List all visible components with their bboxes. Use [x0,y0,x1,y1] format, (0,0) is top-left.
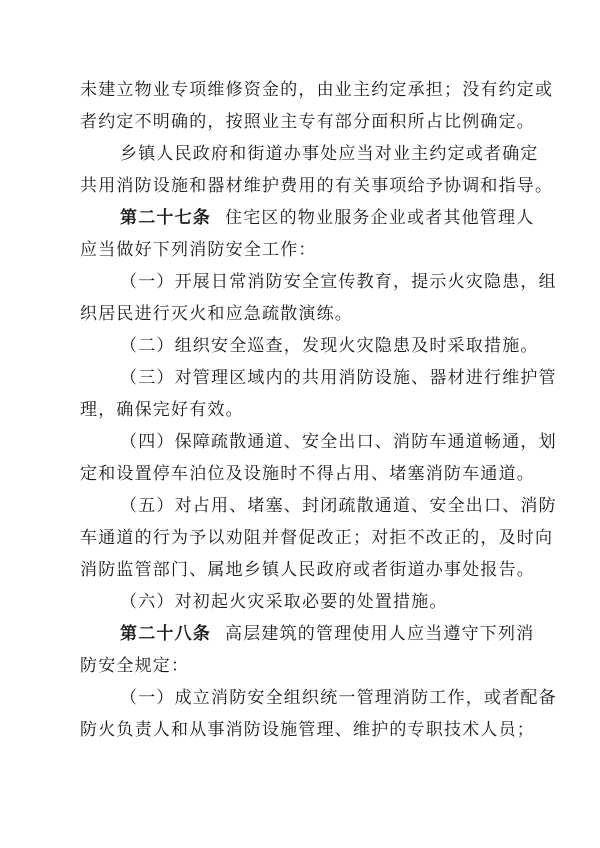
text-line: 理，确保完好有效。 [80,400,244,420]
article-27-text: 住宅区的物业服务企业或者其他管理人 [225,208,535,228]
article-27-heading: 第二十七条 [120,208,211,228]
text-line: 应当做好下列消防安全工作： [80,240,317,260]
text-line: 定和设置停车泊位及设施时不得占用、堵塞消防车通道。 [80,464,535,484]
list-item-line: （三）对管理区域内的共用消防设施、器材进行维护管 [120,368,557,388]
text-line: 车通道的行为予以劝阻并督促改正；对拒不改正的，及时向 [80,528,554,548]
text-line: 防火负责人和从事消防设施管理、维护的专职技术人员； [80,720,535,740]
text-line: 乡镇人民政府和街道办事处应当对业主约定或者确定 [120,144,539,164]
list-item-line: （六）对初起火灾采取必要的处置措施。 [120,592,448,612]
list-item-line: （四）保障疏散通道、安全出口、消防车通道畅通，划 [120,432,557,452]
list-item-line: （二）组织安全巡查，发现火灾隐患及时采取措施。 [120,336,539,356]
list-item-line: （五）对占用、堵塞、封闭疏散通道、安全出口、消防 [120,496,557,516]
text-line: 防安全规定： [80,656,190,676]
article-28-first-line [120,622,535,646]
list-item-line: （一）成立消防安全组织统一管理消防工作，或者配备 [120,688,557,708]
article-28-text: 高层建筑的管理使用人应当遵守下列消 [225,624,535,644]
text-line: 织居民进行灭火和应急疏散演练。 [80,304,353,324]
text-line: 未建立物业专项维修资金的，由业主约定承担；没有约定或 [80,80,554,100]
article-27-first-line [120,206,535,230]
text-line: 消防监管部门、属地乡镇人民政府或者街道办事处报告。 [80,560,535,580]
text-line: 者约定不明确的，按照业主专有部分面积所占比例确定。 [80,112,535,132]
list-item-line: （一）开展日常消防安全宣传教育，提示火灾隐患，组 [120,272,557,292]
text-line: 共用消防设施和器材维护费用的有关事项给予协调和指导。 [80,176,554,196]
article-28-heading: 第二十八条 [120,624,211,644]
